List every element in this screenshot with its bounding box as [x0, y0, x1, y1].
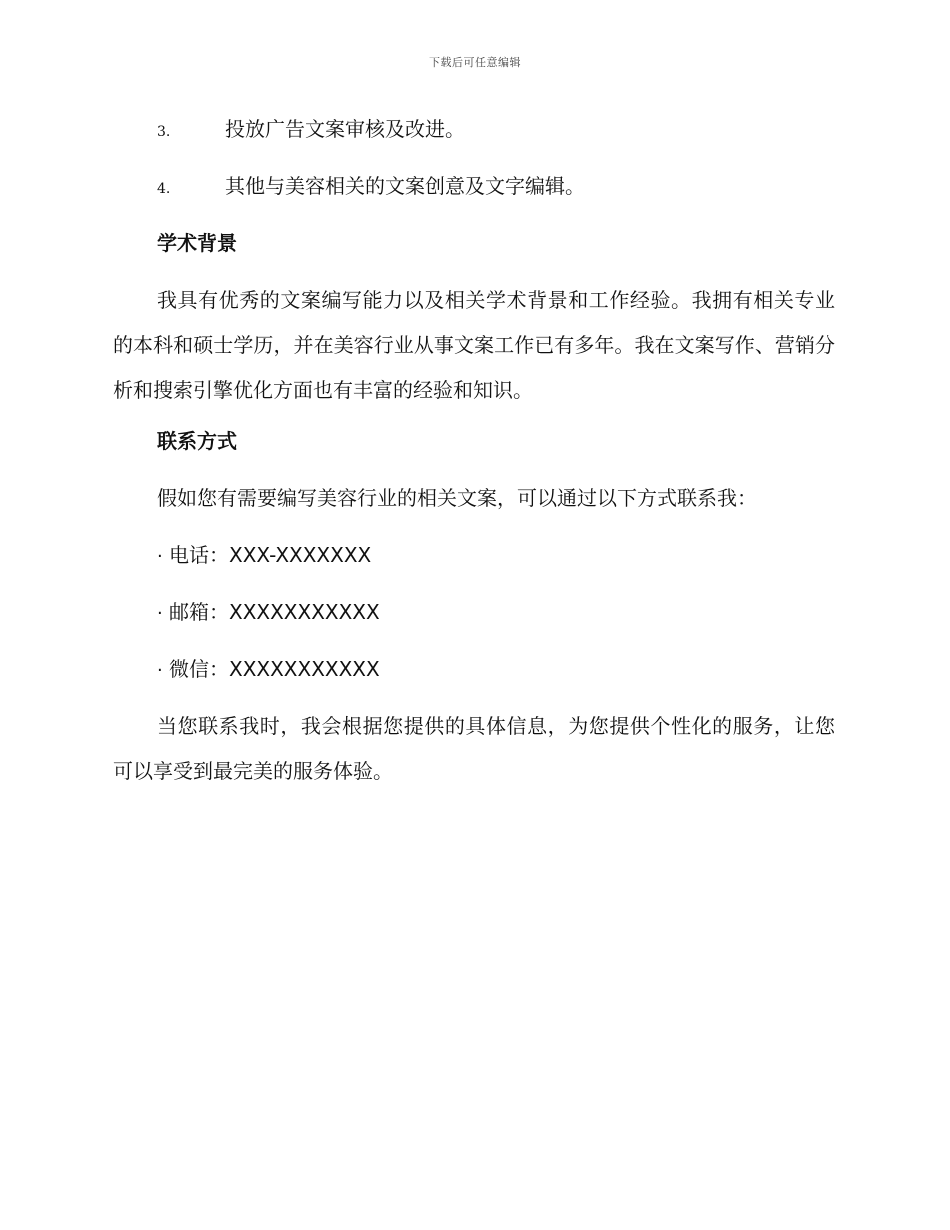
document-body — [113, 112, 835, 805]
bullet-icon: · — [157, 546, 163, 567]
contact-value: XXXXXXXXXXX — [229, 657, 380, 681]
list-text: 其他与美容相关的文案创意及文字编辑。 — [225, 174, 585, 198]
contact-value: XXXXXXXXXXX — [229, 600, 380, 624]
contact-phone — [113, 538, 835, 595]
page-header: 下载后可任意编辑 — [429, 56, 521, 69]
list-number: 3. — [157, 124, 171, 140]
contact-value: XXX-XXXXXXX — [229, 543, 372, 567]
academic-heading: 学术背景 — [157, 231, 237, 255]
contact-email — [113, 595, 835, 652]
list-text: 投放广告文案审核及改进。 — [225, 117, 465, 141]
list-item — [113, 112, 835, 169]
contact-label: 微信： — [169, 657, 229, 681]
contact-heading: 联系方式 — [157, 429, 237, 453]
list-item — [113, 169, 835, 226]
bullet-icon: · — [157, 660, 163, 681]
contact-intro: 假如您有需要编写美容行业的相关文案，可以通过以下方式联系我： — [157, 486, 757, 510]
bullet-icon: · — [157, 603, 163, 624]
contact-wechat — [113, 652, 835, 709]
contact-label: 邮箱： — [169, 600, 229, 624]
list-number: 4. — [157, 181, 171, 197]
academic-paragraph: 我具有优秀的文案编写能力以及相关学术背景和工作经验。我拥有相关专业的本科和硕士学历，并在美容行业从事文案工作已有多年。我在文案写作、营销分析和搜索引擎优化方面也有丰富的经验和知识。 — [113, 288, 835, 402]
contact-label: 电话： — [169, 543, 229, 567]
closing-paragraph: 当您联系我时，我会根据您提供的具体信息，为您提供个性化的服务，让您可以享受到最完美的服务体验。 — [113, 714, 835, 783]
